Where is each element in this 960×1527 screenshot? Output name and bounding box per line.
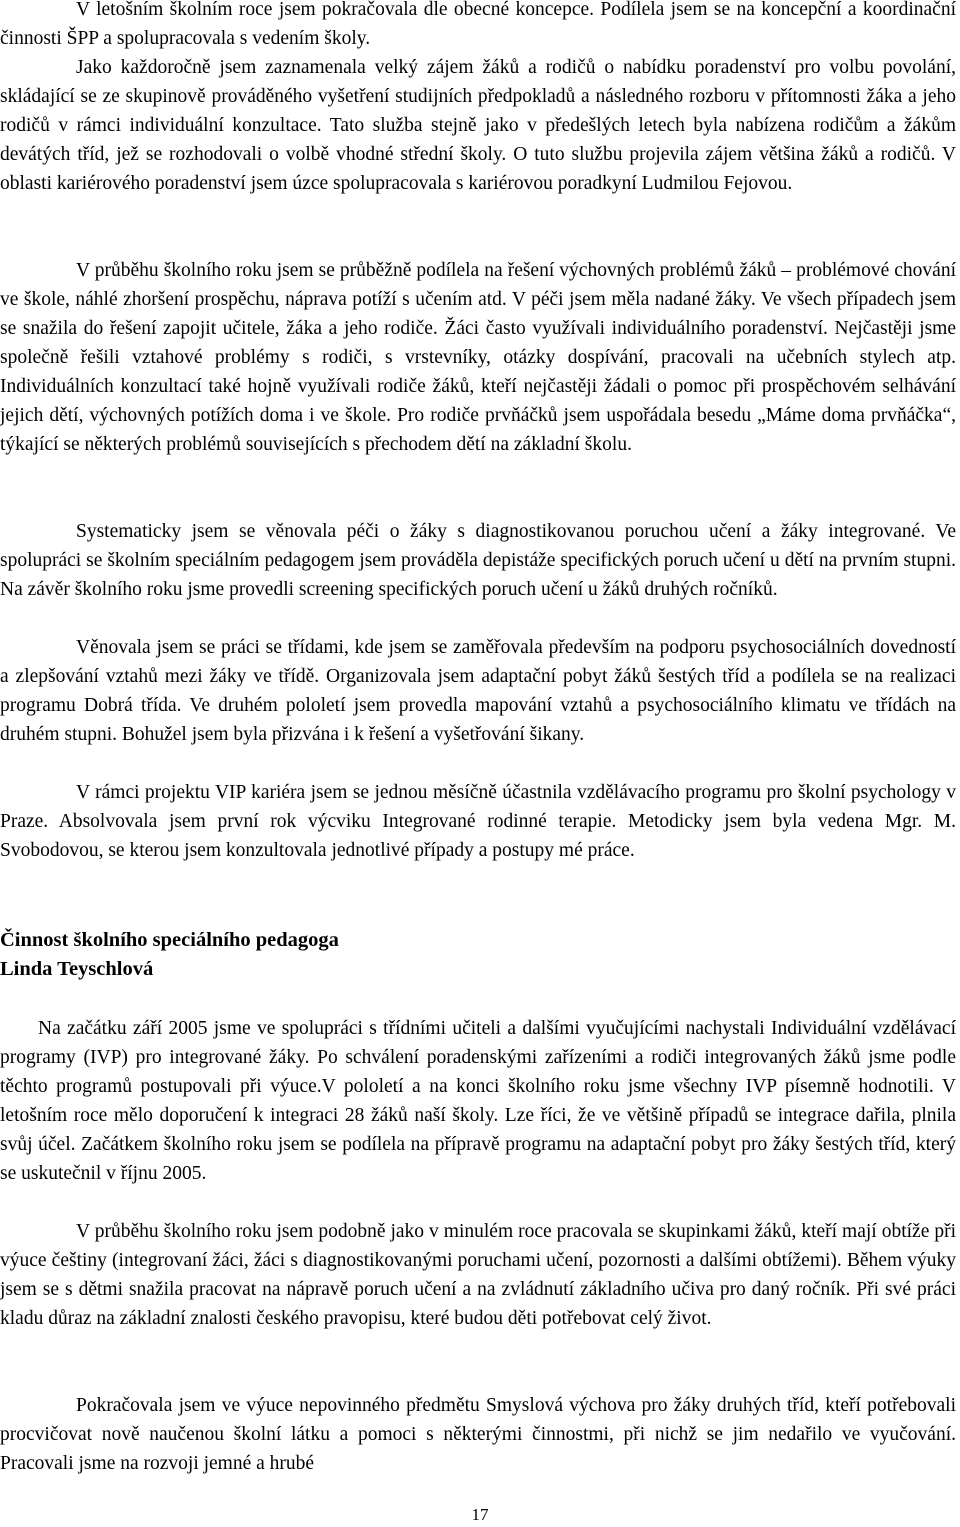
paragraph-2: Jako každoročně jsem zaznamenala velký zájem žáků a rodičů o nabídku poradenství pro volbu povolání, skládající se ze skupinově prováděného vyšetření studijních předpokladů a následného rozboru v přítomnosti žáka a jeho rodičů v rámci individuální konzultace. Tato služba stejně jako v předešlých letech byla nabízena rodičům a žákům devátých tříd, jež se rozhodovali o volbě vhodné střední školy. O tuto službu projevila zájem většina žáků a rodičů. V oblasti kariérového poradenství jsem úzce spolupracovala s kariérovou poradkyní Ludmilou Fejovou. [0,57,956,194]
paragraph-7: Na začátku září 2005 jsme ve spolupráci s třídními učiteli a dalšími vyučujícími nachystali Individuální vzdělávací programy (IVP) pro integrované žáky. Po schválení poradenskými zařízeními a rodiči integrovaných žáků jsme podle těchto programů postupovali při výuce.V pololetí a na konci školního roku jsme všechny IVP písemně hodnotili. V letošním roce mělo doporučení k integraci 28 žáků naší školy. Lze říci, že ve většině případů se integrace dařila, plnila svůj účel. Začátkem školního roku jsem se podílela na přípravě programu na adaptační pobyt pro žáky šestých tříd, který se uskutečnil v říjnu 2005. [0,1018,956,1184]
paragraph-6: V rámci projektu VIP kariéra jsem se jednou měsíčně účastnila vzdělávacího programu pro školní psychology v Praze. Absolvovala jsem první rok výcviku Integrované rodinné terapie. Metodicky jsem byla vedena Mgr. M. Svobodovou, se kterou jsem konzultovala jednotlivé případy a postupy mé práce. [0,782,956,861]
paragraph-3: V průběhu školního roku jsem se průběžně podílela na řešení výchovných problémů žáků – problémové chování ve škole, náhlé zhoršení prospěchu, náprava potíží s učením atd. V péči jsem měla nadané žáky. Ve všech případech jsem se snažila do řešení zapojit učitele, žáka a jeho rodiče. Žáci často využívali individuálního poradenství. Nejčastěji jsme společně řešili vztahové problémy s rodiči, s vrstevníky, otázky dospívání, pracovali na učebních stylech atp. Individuálních konzultací také hojně využívali rodiče žáků, kteří nejčastěji žádali o pomoc při prospěchovém selhávání jejich dětí, výchovných potížích doma i ve škole. Pro rodiče prvňáčků jsem uspořádala besedu „Máme doma prvňáčka“, týkající se některých problémů souvisejících s přechodem dětí na základní školu. [0,260,956,455]
paragraph-9: Pokračovala jsem ve výuce nepovinného předmětu Smyslová výchova pro žáky druhých tříd, kteří potřebovali procvičovat nově naučenou školní látku a pomoci s některými činnostmi, při nichž se jim nedařilo ve vyučování. Pracovali jsme na rozvoji jemné a hrubé [0,1395,956,1474]
section-title: Činnost školního speciálního pedagoga [0,929,339,951]
paragraph-5: Věnovala jsem se práci se třídami, kde jsem se zaměřovala především na podporu psychosociálních dovedností a zlepšování vztahů mezi žáky ve třídě. Organizovala jsem adaptační pobyt žáků šestých tříd a podílela se na realizaci programu Dobrá třída. Ve druhém pololetí jsem provedla mapování vztahů a psychosociálního klimatu ve třídách na druhém stupni. Bohužel jsem byla přizvána i k řešení a vyšetřování šikany. [0,637,956,745]
paragraph-1: V letošním školním roce jsem pokračovala dle obecné koncepce. Podílela jsem se na koncepční a koordinační činnosti ŠPP a spolupracovala s vedením školy. [0,0,956,49]
paragraph-4: Systematicky jsem se věnovala péči o žáky s diagnostikovanou poruchou učení a žáky integrované. Ve spolupráci se školním speciálním pedagogem jsem prováděla depistáže specifických poruch učení u dětí na prvním stupni. Na závěr školního roku jsme provedli screening specifických poruch učení u žáků druhých ročníků. [0,521,956,600]
page-number: 17 [471,1505,489,1524]
section-author: Linda Teyschlová [0,958,154,980]
paragraph-8: V průběhu školního roku jsem podobně jako v minulém roce pracovala se skupinkami žáků, kteří mají obtíže při výuce češtiny (integrovaní žáci, žáci s diagnostikovanými poruchami učení, pozornosti a dalšími obtížemi). Během výuky jsem se s dětmi snažila pracovat na nápravě poruch učení a na zvládnutí základního učiva pro daný ročník. Při své práci kladu důraz na základní znalosti českého pravopisu, které budou děti potřebovat celý život. [0,1221,956,1329]
